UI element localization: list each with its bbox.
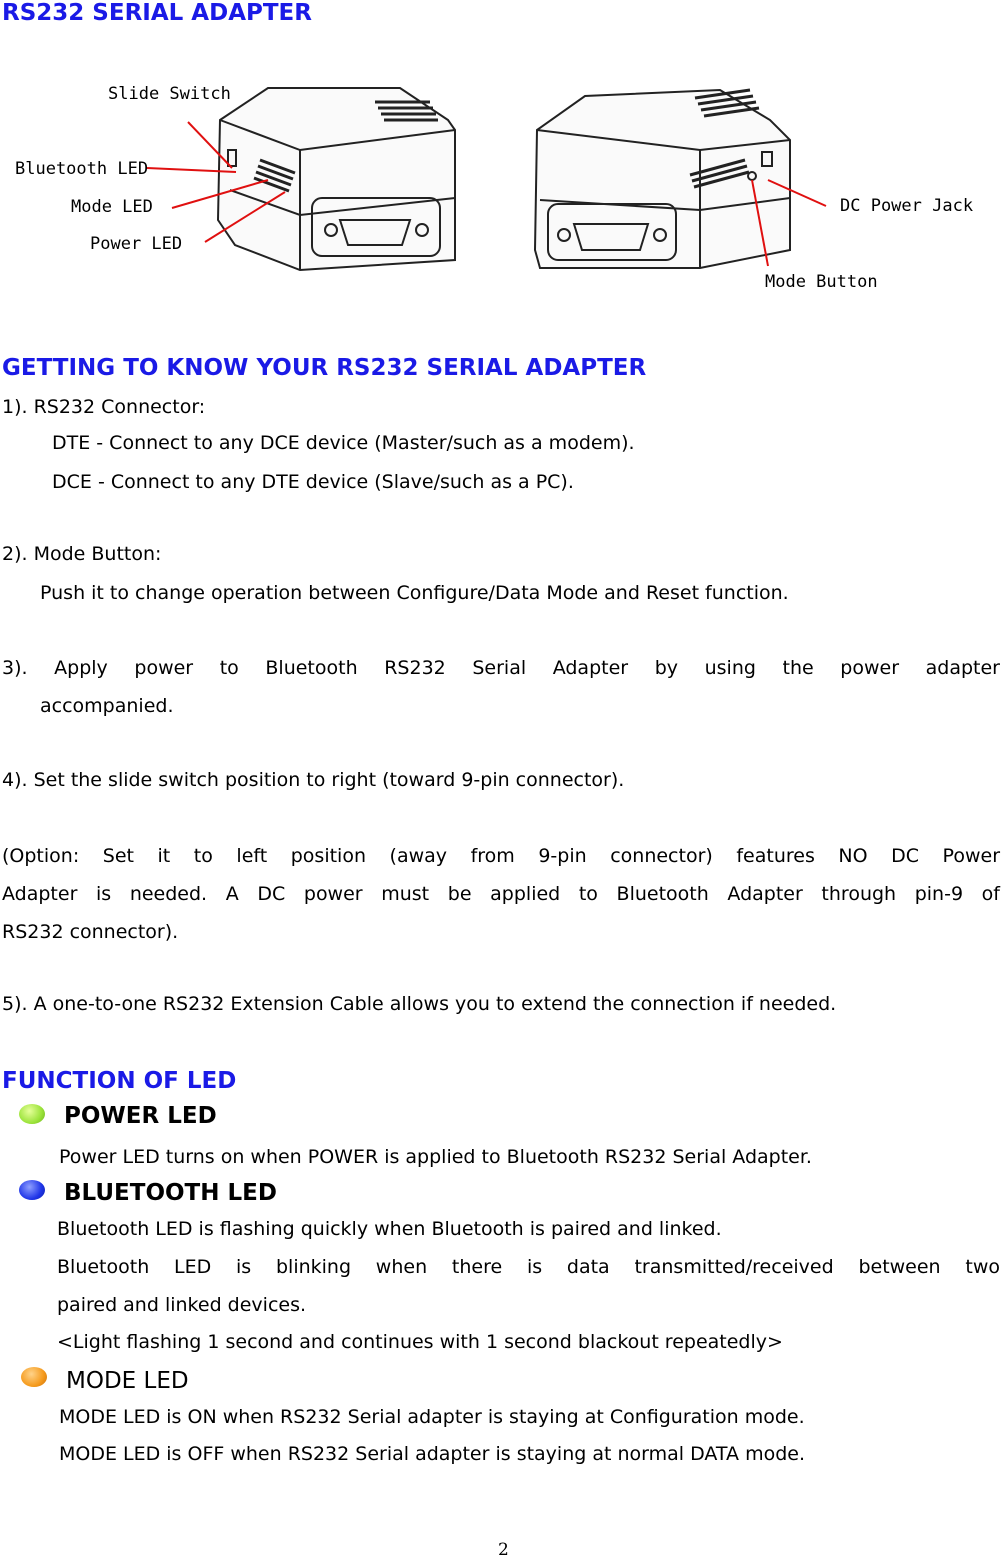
power-led-desc: Power LED turns on when POWER is applied to Bluetooth RS232 Serial Adapter. <box>59 1146 812 1168</box>
bluetooth-led-line4: <Light flashing 1 second and continues with 1 second blackout repeatedly> <box>57 1331 783 1353</box>
item4: 4). Set the slide switch position to right (toward 9-pin connector). <box>2 769 625 791</box>
item3-line2: accompanied. <box>40 695 174 717</box>
callout-mode-led: Mode LED <box>71 197 153 217</box>
mode-led-title: MODE LED <box>66 1368 189 1394</box>
page-title: RS232 SERIAL ADAPTER <box>2 0 312 26</box>
bluetooth-led-line2: Bluetooth LED is blinking when there is data transmitted/received between two <box>57 1256 1000 1278</box>
item1-title: 1). RS232 Connector: <box>2 396 206 418</box>
item5: 5). A one-to-one RS232 Extension Cable allows you to extend the connection if needed. <box>2 993 837 1015</box>
device-illustration <box>0 80 1003 280</box>
item3-line1: 3). Apply power to Bluetooth RS232 Serial Adapter by using the power adapter <box>2 657 1000 679</box>
option-line2: Adapter is needed. A DC power must be applied to Bluetooth Adapter through pin-9 of <box>2 883 1000 905</box>
section-heading-getting-to-know: GETTING TO KNOW YOUR RS232 SERIAL ADAPTER <box>2 355 647 381</box>
item2-title: 2). Mode Button: <box>2 543 162 565</box>
item1-line1: DTE - Connect to any DCE device (Master/such as a modem). <box>52 432 635 454</box>
item2-line1: Push it to change operation between Configure/Data Mode and Reset function. <box>40 582 789 604</box>
callout-mode-button: Mode Button <box>765 272 878 292</box>
section-heading-function-of-led: FUNCTION OF LED <box>2 1068 237 1094</box>
bluetooth-led-line3: paired and linked devices. <box>57 1294 307 1316</box>
page-number: 2 <box>498 1540 509 1560</box>
mode-led-dot-icon <box>21 1367 47 1387</box>
bluetooth-led-line1: Bluetooth LED is flashing quickly when Bluetooth is paired and linked. <box>57 1218 722 1240</box>
item1-line2: DCE - Connect to any DTE device (Slave/such as a PC). <box>52 471 574 493</box>
device-front-view <box>218 88 455 270</box>
option-line1: (Option: Set it to left position (away from 9-pin connector) features NO DC Power <box>2 845 1000 867</box>
mode-led-line1: MODE LED is ON when RS232 Serial adapter is staying at Configuration mode. <box>59 1406 805 1428</box>
callout-bluetooth-led: Bluetooth LED <box>15 159 149 179</box>
option-line3: RS232 connector). <box>2 921 179 943</box>
power-led-dot-icon <box>19 1104 45 1124</box>
callout-slide-switch: Slide Switch <box>108 84 231 104</box>
bluetooth-led-dot-icon <box>19 1180 45 1200</box>
device-rear-view <box>535 90 790 268</box>
bluetooth-led-title: BLUETOOTH LED <box>64 1180 277 1206</box>
callout-dc-power-jack: DC Power Jack <box>840 196 974 216</box>
callout-power-led: Power LED <box>90 234 183 254</box>
mode-led-line2: MODE LED is OFF when RS232 Serial adapter is staying at normal DATA mode. <box>59 1443 806 1465</box>
power-led-title: POWER LED <box>64 1103 217 1129</box>
